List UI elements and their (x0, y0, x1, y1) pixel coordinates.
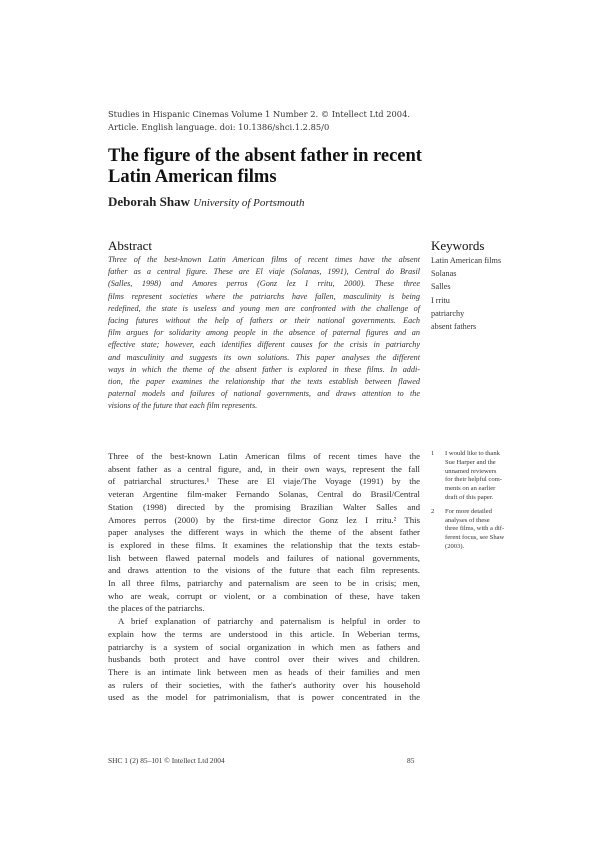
footnote-line: ferent focus, see Shaw (445, 534, 505, 542)
abstract-line: film argues for solidarity among people in the absence of paternal figures and an (108, 328, 420, 338)
title-line: The figure of the absent father in recent (108, 146, 422, 166)
keyword-item: Salles (431, 282, 451, 292)
body-line: and draws attention to the visions of the future that each film represents. (108, 565, 420, 576)
body-line: Three of the best-known Latin American films of recent times have the (108, 451, 420, 461)
abstract-line: ways in which the theme of the absent father is explored in these films. In addi- (108, 364, 420, 374)
abstract-line: father as a central figure. These are El viaje (Solanas, 1991), Central do Brasil (108, 267, 420, 277)
article-title (108, 146, 428, 188)
article-doi: Article. English language. doi: 10.1386/shci.1.2.85/0 (108, 122, 330, 132)
keyword-item: Solanas (431, 269, 457, 279)
footnote-line: (2003). (445, 542, 465, 550)
body-line: Amores perros (2000) by the first-time director Gonz lez I rritu.² This (108, 514, 420, 525)
keyword-item: Latin American films (431, 256, 502, 265)
abstract-line: and masculinity and suggests its own solutions. This paper analyses the different (108, 352, 420, 362)
author-line (108, 194, 304, 210)
body-line: explain how the terms are understood in this article. In Weberian terms, (108, 628, 420, 639)
body-line: the places of the patriarchs. (108, 603, 205, 614)
body-line: lish between flawed paternal models and failures of national governments, (108, 552, 420, 563)
body-line: as rulers of their societies, with the father's authority over his household (108, 679, 420, 690)
body-line: of patriarchal structures.¹ These are El viaje/The Voyage (1991) by the (108, 476, 420, 487)
footnote-line: Sue Harper and the (445, 458, 496, 466)
footnote-line: for their helpful com- (445, 476, 502, 484)
abstract-line: films represent societies where the patriarchs have fallen, masculinity is being (108, 291, 420, 301)
footnote (431, 450, 526, 503)
author-affiliation: University of Portsmouth (193, 197, 305, 209)
body-line: who are weak, corrupt or violent, or a combination of these, have taken (108, 590, 420, 601)
body-line: absent father as a central figure, and, in their own ways, represent the fall (108, 463, 420, 474)
body-line: husbands both protect and have control over their wives and children. (108, 654, 420, 665)
keyword-item: I rritu (431, 295, 450, 305)
body-line: used as the model for patrimonialism, that is power concentrated in the (108, 692, 420, 703)
footnote-line: analyses of these (445, 516, 490, 524)
page-number: 85 (407, 756, 415, 765)
body-line: In all three films, patriarchy and paternalism are seen to be in crisis; men, (108, 578, 420, 589)
abstract-text (108, 254, 420, 413)
abstract-line: (Salles, 1998) and Amores perros (Gonz lez I rritu, 2000). These three (108, 279, 420, 289)
abstract-line: visions of the future that each film represents. (108, 401, 258, 411)
keywords-list (431, 254, 501, 333)
body-line: veteran Argentine film-maker Fernando Solanas, Central do Brasil/Central (108, 489, 420, 500)
keyword-item: absent fathers (431, 322, 477, 332)
sidenotes (431, 450, 526, 557)
footer-citation: SHC 1 (2) 85–101 © Intellect Ltd 2004 (108, 756, 225, 765)
footnote-line: three films, with a dif- (445, 525, 505, 533)
body-line: paper analyses the different ways in which the theme of the absent father (108, 527, 420, 538)
footnote-number: 2 (431, 507, 435, 515)
footnote-line: For more detailed (445, 507, 492, 515)
title-line: Latin American films (108, 167, 277, 187)
footnote-line: unnamed reviewers (445, 467, 497, 475)
journal-citation: Studies in Hispanic Cinemas Volume 1 Number 2. © Intellect Ltd 2004. (108, 109, 410, 119)
abstract-line: tion, the paper examines the relationship that the texts establish between flawed (108, 377, 420, 387)
body-line: patriarchy is a system of social organization in which men as fathers and (108, 641, 420, 652)
body-line: A brief explanation of patriarchy and paternalism is helpful in order to (118, 616, 420, 627)
footnote-line: I would like to thank (445, 450, 500, 457)
keyword-item: patriarchy (431, 308, 465, 318)
abstract-line: facing futures without the help of fathers or their national governments. Each (108, 316, 420, 326)
footnote-number: 1 (431, 450, 435, 457)
journal-header (108, 108, 410, 134)
body-text (108, 450, 420, 704)
abstract-line: redefined, the state is useless and young men are confronted with the challenge of (108, 303, 420, 313)
footnote-line: draft of this paper. (445, 493, 494, 501)
body-line: Station (1998) directed by the promising Brazilian Walter Salles and (108, 501, 420, 512)
abstract-heading: Abstract (108, 238, 153, 253)
footnote-line: ments on an earlier (445, 485, 496, 493)
keywords-heading: Keywords (431, 238, 485, 253)
author-name: Deborah Shaw (108, 194, 190, 209)
abstract-line: Three of the best-known Latin American films of recent times have the absent (108, 255, 420, 264)
abstract-line: paternal models and failures of national governments, and draws attention to the (108, 389, 420, 399)
body-line: There is an intimate link between men as heads of their families and men (108, 666, 420, 677)
abstract-line: effective state; however, each identifies different causes for the crisis in patriarchy (108, 340, 420, 350)
body-line: is explored in these films. It examines the relationship that the texts estab- (108, 539, 420, 550)
footnote (431, 508, 526, 552)
